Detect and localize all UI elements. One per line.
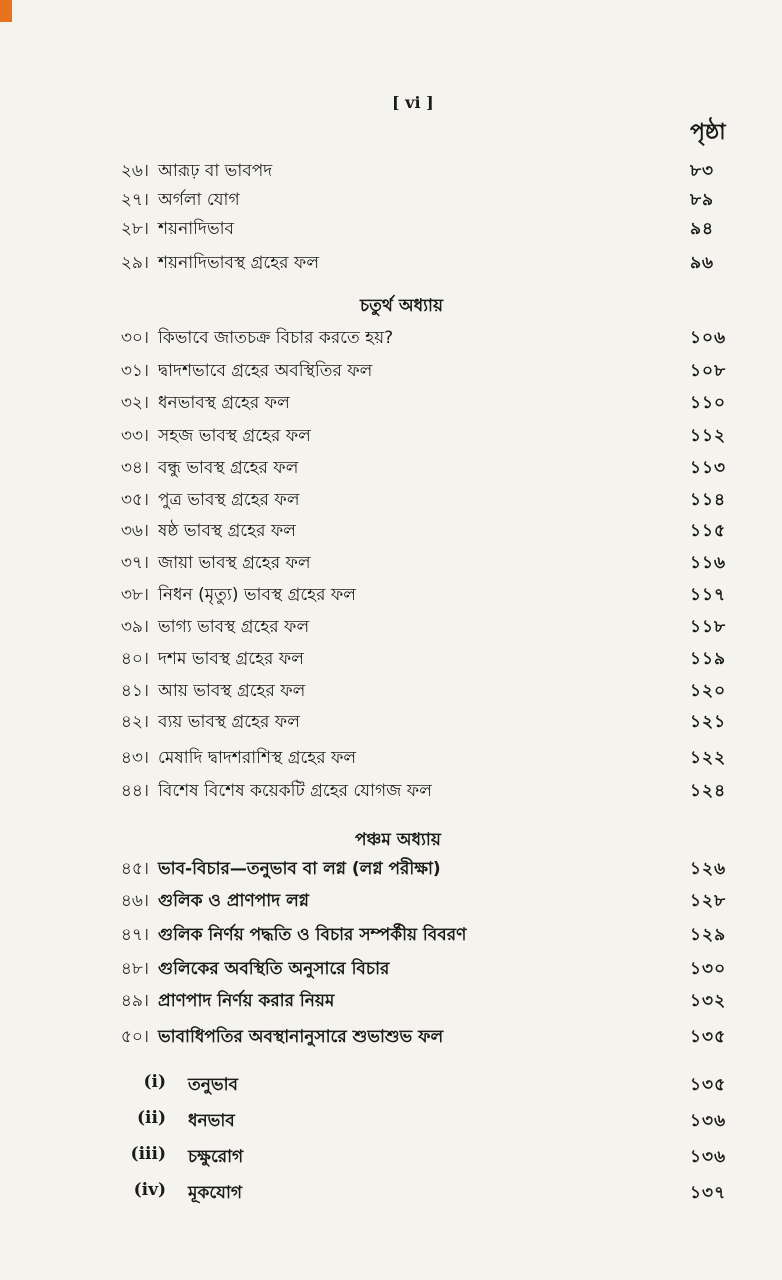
entry-number: ৩৫।: [120, 490, 149, 510]
entry-title: ব্যয় ভাবস্থ গ্রহের ফল: [158, 712, 300, 732]
subentry-number: (iii): [130, 1144, 166, 1164]
subentry-number: (iv): [133, 1180, 166, 1200]
entry-number: ৪১।: [120, 681, 149, 701]
subentry-page: ১৩৫: [690, 1075, 727, 1095]
entry-page: ১২৮: [690, 891, 727, 911]
entry-page: ১০৬: [690, 328, 727, 348]
entry-number: ৪৯।: [120, 991, 149, 1011]
entry-page: ১১০: [690, 393, 727, 413]
entry-title: ভাব-বিচার—তনুভাব বা লগ্ন (লগ্ন পরীক্ষা): [158, 859, 441, 879]
toc-entry: [0, 455, 782, 485]
entry-number: ৫০।: [120, 1027, 149, 1047]
entry-title: দশম ভাবস্থ গ্রহের ফল: [158, 649, 304, 669]
entry-title: বন্ধু ভাবস্থ গ্রহের ফল: [158, 458, 299, 478]
entry-title: শয়নাদিভাবস্থ গ্রহের ফল: [158, 253, 320, 273]
entry-title: ভাগ্য ভাবস্থ গ্রহের ফল: [158, 617, 310, 637]
entry-page: ১১৯: [690, 649, 727, 669]
entry-page: ৮৩: [690, 161, 715, 181]
entry-page: ১১৬: [690, 553, 727, 573]
entry-number: ৪৮।: [120, 959, 149, 979]
entry-title: কিভাবে জাতচক্র বিচার করতে হয়?: [158, 328, 394, 348]
toc-entry: [0, 745, 782, 775]
toc-subentry: [0, 1144, 782, 1174]
entry-number: ৪৬।: [120, 891, 149, 911]
subentry-number: (i): [143, 1072, 166, 1092]
toc-entry: [0, 423, 782, 453]
toc-entry: [0, 856, 782, 886]
entry-number: ৩১।: [120, 361, 149, 381]
entry-title: ধনভাবস্থ গ্রহের ফল: [158, 393, 290, 413]
entry-page: ১২২: [690, 748, 727, 768]
entry-page: ১০৮: [690, 361, 727, 381]
subentry-title: মূকযোগ: [188, 1183, 243, 1203]
toc-entry: [0, 778, 782, 808]
entry-page: ১২৯: [690, 925, 727, 945]
subentry-page: ১৩৭: [690, 1183, 727, 1203]
toc-entry: [0, 956, 782, 986]
entry-page: ১২০: [690, 681, 727, 701]
entry-number: ৪৫।: [120, 859, 149, 879]
toc-entry: [0, 614, 782, 644]
roman-page-number: [ vi ]: [392, 93, 434, 112]
subentry-number: (ii): [136, 1108, 166, 1128]
entry-page: ১৩৫: [690, 1027, 727, 1047]
entry-page: ১৩০: [690, 959, 727, 979]
entry-title: গুলিক ও প্রাণপাদ লগ্ন: [158, 891, 309, 911]
entry-title: দ্বাদশভাবে গ্রহের অবস্থিতির ফল: [158, 361, 373, 381]
entry-title: মেষাদি দ্বাদশরাশিস্থ গ্রহের ফল: [158, 748, 357, 768]
entry-number: ৪২।: [120, 712, 149, 732]
entry-page: ৯৪: [690, 219, 715, 239]
toc-entry: [0, 187, 782, 217]
subentry-page: ১৩৬: [690, 1111, 727, 1131]
entry-title: প্রাণপাদ নির্ণয় করার নিয়ম: [158, 991, 335, 1011]
toc-subentry: [0, 1108, 782, 1138]
entry-title: জায়া ভাবস্থ গ্রহের ফল: [158, 553, 311, 573]
entry-title: শয়নাদিভাব: [158, 219, 235, 239]
entry-title: ভাবাধিপতির অবস্থানানুসারে শুভাশুভ ফল: [158, 1027, 444, 1047]
toc-entry: [0, 888, 782, 918]
entry-page: ১১৩: [690, 458, 727, 478]
entry-number: ৩৪।: [120, 458, 149, 478]
toc-entry: [0, 487, 782, 517]
page-edge-mark: [0, 0, 12, 22]
entry-number: ২৯।: [120, 253, 149, 273]
toc-entry: [0, 582, 782, 612]
entry-number: ২৮।: [120, 219, 149, 239]
entry-page: ৯৬: [690, 253, 715, 273]
entry-number: ৪৩।: [120, 748, 149, 768]
entry-number: ৩০।: [120, 328, 149, 348]
toc-entry: [0, 550, 782, 580]
entry-number: ২৬।: [120, 161, 149, 181]
toc-subentry: [0, 1072, 782, 1102]
entry-title: আরূঢ় বা ভাবপদ: [158, 161, 273, 181]
entry-number: ৪০।: [120, 649, 149, 669]
chapter-4-heading: চতুর্থ অধ্যায়: [360, 296, 443, 316]
entry-title: বিশেষ বিশেষ কয়েকটি গ্রহের যোগজ ফল: [158, 781, 432, 801]
subentry-title: চক্ষুরোগ: [188, 1147, 244, 1167]
toc-subentry: [0, 1180, 782, 1210]
entry-page: ৮৯: [690, 190, 715, 210]
toc-entry: [0, 158, 782, 188]
entry-number: ৩২।: [120, 393, 149, 413]
entry-page: ১৩২: [690, 991, 727, 1011]
toc-entry: [0, 678, 782, 708]
toc-entry: [0, 250, 782, 280]
entry-number: ৩৮।: [120, 585, 149, 605]
toc-entry: [0, 325, 782, 355]
entry-page: ১২১: [690, 712, 727, 732]
entry-number: ২৭।: [120, 190, 149, 210]
entry-title: অর্গলা যোগ: [158, 190, 240, 210]
toc-entry: [0, 216, 782, 246]
toc-entry: [0, 518, 782, 548]
subentry-title: তনুভাব: [188, 1075, 238, 1095]
toc-entry: [0, 390, 782, 420]
toc-entry: [0, 988, 782, 1018]
entry-page: ১২৬: [690, 859, 727, 879]
entry-page: ১১৪: [690, 490, 727, 510]
entry-title: সহজ ভাবস্থ গ্রহের ফল: [158, 426, 311, 446]
entry-title: গুলিকের অবস্থিতি অনুসারে বিচার: [158, 959, 390, 979]
page-column-heading: পৃষ্ঠা: [690, 120, 726, 145]
toc-entry: [0, 709, 782, 739]
subentry-title: ধনভাব: [188, 1111, 235, 1131]
entry-title: আয় ভাবস্থ গ্রহের ফল: [158, 681, 306, 701]
entry-title: নিধন (মৃত্যু) ভাবস্থ গ্রহের ফল: [158, 585, 356, 605]
entry-page: ১১২: [690, 426, 727, 446]
toc-entry: [0, 358, 782, 388]
subentry-page: ১৩৬: [690, 1147, 727, 1167]
entry-page: ১১৮: [690, 617, 727, 637]
entry-number: ৩৯।: [120, 617, 149, 637]
entry-page: ১২৪: [690, 781, 727, 801]
toc-entry: [0, 922, 782, 952]
entry-title: পুত্র ভাবস্থ গ্রহের ফল: [158, 490, 300, 510]
entry-number: ৩৬।: [120, 521, 149, 541]
toc-entry: [0, 646, 782, 676]
toc-entry: [0, 1024, 782, 1054]
entry-title: ষষ্ঠ ভাবস্থ গ্রহের ফল: [158, 521, 296, 541]
entry-number: ৪৭।: [120, 925, 149, 945]
entry-number: ৩৩।: [120, 426, 149, 446]
entry-page: ১১৭: [690, 585, 727, 605]
entry-number: ৪৪।: [120, 781, 149, 801]
entry-title: গুলিক নির্ণয় পদ্ধতি ও বিচার সম্পর্কীয় বিবরণ: [158, 925, 467, 945]
chapter-5-heading: পঞ্চম অধ্যায়: [355, 830, 441, 850]
entry-number: ৩৭।: [120, 553, 149, 573]
entry-page: ১১৫: [690, 521, 727, 541]
